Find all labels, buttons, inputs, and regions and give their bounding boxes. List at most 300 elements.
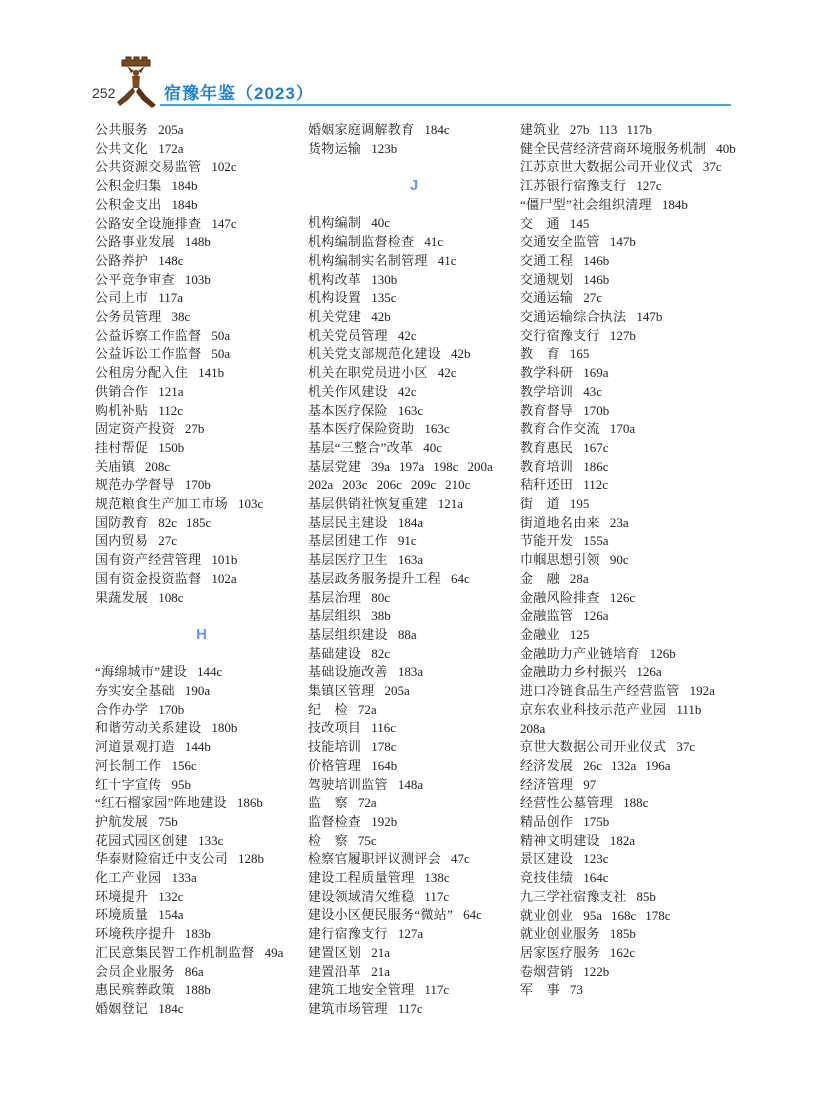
entry-term: 基层供销社恢复重建	[308, 496, 428, 512]
entry-term: 九三学社宿豫支社	[520, 888, 627, 904]
index-entry	[95, 196, 308, 215]
page-ref: 186c	[583, 458, 609, 474]
page-ref: 184b	[171, 196, 198, 212]
entry-term: 驾驶培训监管	[308, 776, 388, 792]
entry-term: 交通工程	[520, 252, 574, 268]
page-title: 宿豫年鉴（2023）	[164, 84, 314, 103]
page-ref: 41c	[424, 234, 444, 250]
page-ref: 156c	[171, 757, 197, 773]
entry-term: 京东农业科技示范产业园	[520, 701, 667, 717]
index-entry	[520, 476, 736, 495]
entry-term: 建置沿革	[308, 963, 362, 979]
entry-term: 教育合作交流	[520, 421, 600, 437]
page-ref: 144b	[184, 739, 211, 755]
entry-term: 华泰财险宿迁中支公司	[95, 851, 229, 867]
entry-term: 江苏京世大数据公司开业仪式	[520, 159, 693, 175]
page-ref: 162c	[609, 944, 636, 960]
index-entry	[308, 439, 520, 458]
entry-term: 红十字宣传	[95, 776, 162, 792]
index-entry	[520, 402, 736, 421]
page-ref: 103c	[238, 496, 264, 512]
page-ref: 113	[598, 122, 618, 137]
entry-term: 交通安全监管	[520, 234, 600, 250]
index-entry	[308, 495, 520, 514]
entry-term: 建设小区便民服务“微站”	[308, 907, 454, 923]
entry-term: 基层团建工作	[308, 533, 388, 549]
entry-term: 就业创业	[520, 907, 574, 923]
index-entry	[520, 289, 736, 308]
index-entry	[520, 532, 736, 551]
page-ref: 112c	[158, 402, 183, 418]
index-entry	[520, 907, 736, 926]
index-entry	[95, 701, 308, 720]
index-entry	[95, 663, 308, 682]
entry-term: 公积金归集	[95, 178, 162, 194]
entry-term: 基础建设	[308, 645, 362, 661]
page-ref: 116c	[371, 720, 396, 736]
index-entry	[95, 420, 308, 439]
page-ref: 101b	[211, 552, 238, 568]
index-entry	[520, 458, 736, 477]
page-ref: 192a	[689, 683, 715, 699]
entry-term: 基层党建	[308, 458, 362, 474]
index-entry	[520, 589, 736, 608]
page-ref: 80c	[371, 589, 390, 605]
entry-term: 国有资产经营管理	[95, 552, 202, 568]
entry-term: 供销合作	[95, 383, 149, 399]
page-ref: 39a	[371, 458, 390, 474]
index-entry	[520, 383, 736, 402]
page-ref: 185c	[185, 514, 212, 530]
index-column-2	[308, 121, 520, 1019]
page-ref: 90c	[609, 552, 629, 568]
entry-term: 护航发展	[95, 813, 149, 829]
page-ref: 125	[569, 626, 590, 642]
entry-term: 基层政务服务提升工程	[308, 570, 442, 586]
page-ref: 126b	[649, 645, 676, 661]
index-entry	[95, 1000, 308, 1019]
page-ref: 200a	[467, 458, 493, 474]
page-ref: 130b	[371, 271, 398, 287]
entry-term: 购机补贴	[95, 402, 149, 418]
entry-term: 就业创业服务	[520, 926, 600, 942]
page-ref: 117b	[626, 122, 652, 137]
page-number: 252	[92, 85, 116, 101]
entry-term: 公路事业发展	[95, 234, 175, 250]
index-entry	[520, 177, 736, 196]
page-ref: 170b	[158, 701, 185, 717]
index-entry	[95, 158, 308, 177]
entry-term: 机构改革	[308, 271, 362, 287]
entry-term: 环境秩序提升	[95, 926, 175, 942]
index-entry	[520, 757, 736, 776]
entry-term: 秸秆还田	[520, 477, 574, 493]
page-ref: 178c	[371, 739, 397, 755]
index-entry	[95, 402, 308, 421]
page-ref: 180b	[211, 720, 238, 736]
page-ref: 117a	[158, 290, 183, 306]
index-entry	[95, 738, 308, 757]
page-ref: 27c	[583, 290, 602, 306]
index-entry	[308, 776, 520, 795]
index-entry	[520, 944, 736, 963]
index-entry	[95, 850, 308, 869]
entry-term: 教育惠民	[520, 439, 574, 455]
entry-term: 基本医疗保险资助	[308, 421, 415, 437]
index-entry	[308, 458, 520, 477]
entry-term: 教育督导	[520, 402, 574, 418]
page-ref: 123c	[583, 851, 609, 867]
page-ref: 75b	[158, 813, 178, 829]
page-ref: 26c	[583, 757, 602, 773]
page-ref: 165	[569, 346, 590, 362]
entry-term: 果蔬发展	[95, 589, 149, 605]
page-ref: 132a	[610, 757, 637, 773]
index-entry	[308, 963, 520, 982]
page-ref: 43c	[583, 383, 602, 399]
page-ref: 184c	[424, 122, 450, 137]
entry-term: 军 事	[520, 982, 560, 998]
entry-term: 集镇区管理	[308, 683, 375, 699]
page-ref: 112c	[583, 477, 608, 493]
page-ref: 183a	[397, 664, 424, 680]
page-ref: 88a	[397, 626, 417, 642]
index-entry	[308, 738, 520, 757]
page-ref: 38b	[371, 608, 391, 624]
page-ref: 97	[583, 776, 597, 792]
index-entry	[520, 869, 736, 888]
section-letter-J: J	[409, 177, 419, 195]
page-ref: 164c	[583, 870, 609, 886]
index-entry	[95, 252, 308, 271]
page-ref: 148c	[158, 252, 184, 268]
page-ref: 27c	[158, 533, 177, 549]
entry-term: 婚姻登记	[95, 1001, 149, 1016]
index-entry	[520, 776, 736, 795]
index-entry	[95, 271, 308, 290]
entry-term: 经济发展	[520, 757, 574, 773]
entry-term: 检 察	[308, 832, 348, 848]
page-ref: 102c	[211, 159, 237, 175]
index-entry	[520, 514, 736, 533]
index-entry	[308, 719, 520, 738]
page-ref: 23a	[609, 514, 629, 530]
page-ref: 203c	[342, 477, 368, 493]
entry-term: 会员企业服务	[95, 963, 175, 979]
page-ref: 108c	[158, 589, 184, 605]
page-ref: 85b	[636, 888, 656, 904]
page-ref: 27b	[569, 122, 590, 137]
page-ref: 155a	[583, 533, 609, 549]
index-entry	[308, 289, 520, 308]
entry-term: 技改项目	[308, 720, 362, 736]
entry-term: “红石榴家园”阵地建设	[95, 795, 227, 811]
index-entry	[520, 327, 736, 346]
entry-term: 机关党建	[308, 308, 362, 324]
page-ref: 178c	[645, 907, 671, 923]
entry-term: 价格管理	[308, 757, 362, 773]
entry-term: 景区建设	[520, 851, 574, 867]
entry-term: 巾帼思想引领	[520, 552, 600, 568]
index-entry	[95, 327, 308, 346]
page-ref: 128b	[238, 851, 265, 867]
page-ref: 170b	[184, 477, 211, 493]
index-entry	[308, 981, 520, 1000]
page-ref: 185b	[609, 926, 636, 942]
entry-term: 基层民主建设	[308, 514, 388, 530]
page-ref: 38c	[171, 309, 191, 325]
page-ref: 172a	[158, 140, 184, 156]
entry-term: 化工产业园	[95, 870, 162, 886]
index-entry	[520, 420, 736, 439]
index-entry	[308, 757, 520, 776]
entry-term: “僵尸型”社会组织清理	[520, 196, 652, 212]
page-ref: 188c	[623, 795, 649, 811]
entry-term: 卷烟营销	[520, 963, 574, 979]
page-ref: 40c	[423, 439, 443, 455]
page-ref: 40c	[371, 215, 390, 231]
index-entry	[308, 402, 520, 421]
page-ref: 117c	[424, 888, 450, 904]
index-entry	[308, 214, 520, 233]
index-entry	[95, 121, 308, 140]
entry-term: 公积金支出	[95, 196, 162, 212]
index-entry	[308, 813, 520, 832]
entry-term: 教 育	[520, 346, 560, 362]
page-ref: 135c	[371, 290, 397, 306]
entry-term: 机构编制	[308, 215, 362, 231]
index-entry	[95, 888, 308, 907]
page-ref: 50a	[211, 346, 231, 362]
index-entry	[95, 925, 308, 944]
entry-term: 河道景观打造	[95, 739, 175, 755]
page-ref: 196a	[645, 757, 671, 773]
index-entry	[95, 906, 308, 925]
index-entry	[308, 888, 520, 907]
page-ref: 117c	[424, 982, 450, 998]
entry-term: 机关党支部规范化建设	[308, 346, 442, 362]
page-ref: 121a	[158, 383, 184, 399]
index-entry	[308, 252, 520, 271]
page-ref: 210c	[445, 477, 471, 493]
index-entry	[95, 364, 308, 383]
entry-term: 建设工程质量管理	[308, 870, 415, 886]
page-ref: 126a	[583, 608, 609, 624]
page-ref: 47c	[451, 851, 470, 867]
page-ref: 95b	[171, 776, 192, 792]
index-entry	[95, 963, 308, 982]
index-entry	[520, 252, 736, 271]
entry-term: 机关作风建设	[308, 383, 388, 399]
entry-term: 金融业	[520, 626, 560, 642]
index-entry	[95, 757, 308, 776]
entry-term: 精神文明建设	[520, 832, 600, 848]
entry-term: 监督检查	[308, 813, 362, 829]
index-entry	[308, 869, 520, 888]
index-entry	[520, 308, 736, 327]
page-ref: 192b	[371, 813, 398, 829]
page-ref: 148a	[397, 776, 424, 792]
page-ref: 27b	[184, 421, 205, 437]
page-ref: 123b	[371, 140, 398, 156]
page-ref: 197a	[398, 458, 425, 474]
page-ref: 208a	[520, 720, 546, 736]
page-ref: 132c	[158, 888, 184, 904]
entry-term: 公共服务	[95, 122, 149, 137]
page-ref: 184a	[397, 514, 424, 530]
index-entry	[95, 589, 308, 608]
index-entry	[520, 233, 736, 252]
entry-term: 精品创作	[520, 814, 574, 830]
entry-term: 公租房分配入住	[95, 365, 189, 381]
page-ref: 188b	[184, 982, 211, 998]
page-ref: 103b	[184, 271, 211, 287]
index-entry	[308, 233, 520, 252]
page-ref: 41c	[437, 252, 457, 268]
page-ref: 42c	[397, 327, 417, 343]
page-ref: 75c	[357, 832, 377, 848]
page-ref: 190a	[184, 683, 211, 699]
index-entry	[520, 121, 736, 140]
page-ref: 37c	[676, 739, 696, 755]
index-entry	[308, 906, 520, 925]
index-entry	[95, 551, 308, 570]
index-entry	[520, 215, 736, 234]
index-entry	[520, 888, 736, 907]
page-ref: 21a	[371, 963, 390, 979]
index-column-1	[95, 121, 308, 1019]
index-entry	[308, 832, 520, 851]
page-ref: 111b	[676, 701, 702, 717]
page-ref: 198c	[433, 458, 459, 474]
page-ref: 127b	[609, 327, 636, 343]
index-entry	[520, 925, 736, 944]
index-entry	[520, 981, 736, 1000]
index-entry	[95, 944, 308, 963]
entry-term: 江苏银行宿豫支行	[520, 178, 627, 194]
index-entry	[95, 794, 308, 813]
page-ref: 163c	[397, 402, 424, 418]
entry-term: 节能开发	[520, 533, 574, 549]
index-entry	[308, 364, 520, 383]
page-ref: 42c	[437, 365, 457, 381]
entry-term: 纪 检	[308, 701, 348, 717]
index-entry	[95, 308, 308, 327]
index-entry	[95, 177, 308, 196]
index-entry	[308, 308, 520, 327]
index-entry	[95, 682, 308, 701]
index-entry	[308, 701, 520, 720]
entry-term: 基础设施改善	[308, 664, 388, 680]
index-entry	[308, 383, 520, 402]
page-ref: 146b	[583, 271, 610, 287]
index-entry	[95, 233, 308, 252]
entry-term: 金融助力乡村振兴	[520, 664, 627, 680]
entry-term: 京世大数据公司开业仪式	[520, 739, 667, 755]
page-ref: 209c	[410, 477, 437, 493]
entry-term: 监 察	[308, 795, 348, 811]
page-ref: 42b	[371, 308, 391, 324]
entry-term: 花园式园区创建	[95, 832, 189, 848]
index-entry	[95, 140, 308, 159]
index-entry	[308, 925, 520, 944]
entry-term: 街道地名由来	[520, 514, 600, 530]
page-ref: 126c	[609, 589, 636, 605]
index-entry	[308, 682, 520, 701]
entry-term: 交 通	[520, 215, 560, 231]
page-ref: 150b	[158, 439, 185, 455]
index-entry	[520, 682, 736, 701]
index-entry	[520, 607, 736, 626]
entry-term: 基层组织建设	[308, 626, 388, 642]
index-entry	[308, 850, 520, 869]
entry-term: 建筑工地安全管理	[308, 982, 415, 998]
index-entry	[95, 383, 308, 402]
index-entry	[308, 663, 520, 682]
index-entry	[308, 570, 520, 589]
index-entry	[308, 514, 520, 533]
page-ref: 42c	[397, 383, 417, 399]
index-entry	[95, 869, 308, 888]
index-entry	[520, 196, 736, 215]
index-entry	[520, 439, 736, 458]
entry-term: 公路养护	[95, 252, 149, 268]
entry-term: 交行宿豫支行	[520, 327, 600, 343]
index-entry	[520, 570, 736, 589]
entry-term: 公路安全设施排查	[95, 215, 202, 231]
page-ref: 182a	[609, 832, 636, 848]
entry-term: 机关在职党员进小区	[308, 365, 428, 381]
index-entry	[95, 458, 308, 477]
entry-term: 基层组织	[308, 608, 362, 624]
index-entry	[308, 420, 520, 439]
page-ref: 146b	[583, 252, 610, 268]
page-ref: 72a	[357, 701, 377, 717]
page-ref: 133a	[171, 870, 197, 886]
index-entry	[95, 832, 308, 851]
index-entry	[95, 719, 308, 738]
index-entry	[308, 345, 520, 364]
page-ref: 127c	[636, 178, 662, 194]
page-ref: 133c	[198, 832, 224, 848]
page-ref: 73	[569, 982, 583, 998]
index-column-3	[520, 121, 736, 1019]
page-ref: 202a	[308, 477, 334, 493]
page-ref: 37c	[702, 159, 722, 175]
page-ref: 208c	[144, 458, 171, 474]
entry-term: 机构编制实名制管理	[308, 252, 428, 268]
index-entry	[308, 140, 520, 159]
index-entry	[95, 776, 308, 795]
index-entry	[520, 271, 736, 290]
entry-term: 夯实安全基础	[95, 683, 175, 699]
page-ref: 170a	[609, 421, 636, 437]
page-ref: 122b	[583, 963, 610, 979]
entry-term: 金 融	[520, 570, 560, 586]
page-ref: 184b	[661, 196, 688, 212]
entry-term: 竞技佳绩	[520, 870, 574, 886]
page-ref: 95a	[583, 907, 602, 923]
page-ref: 147c	[211, 215, 237, 231]
index-entry	[520, 832, 736, 851]
entry-term: 公共资源交易监管	[95, 159, 202, 175]
entry-term: 基层“三整合”改革	[308, 439, 414, 455]
index-entry	[520, 963, 736, 982]
page-ref: 82c	[158, 514, 177, 530]
entry-term: 基本医疗保险	[308, 402, 388, 418]
index-entry-continuation	[308, 476, 520, 495]
page-ref: 40b	[716, 140, 736, 156]
